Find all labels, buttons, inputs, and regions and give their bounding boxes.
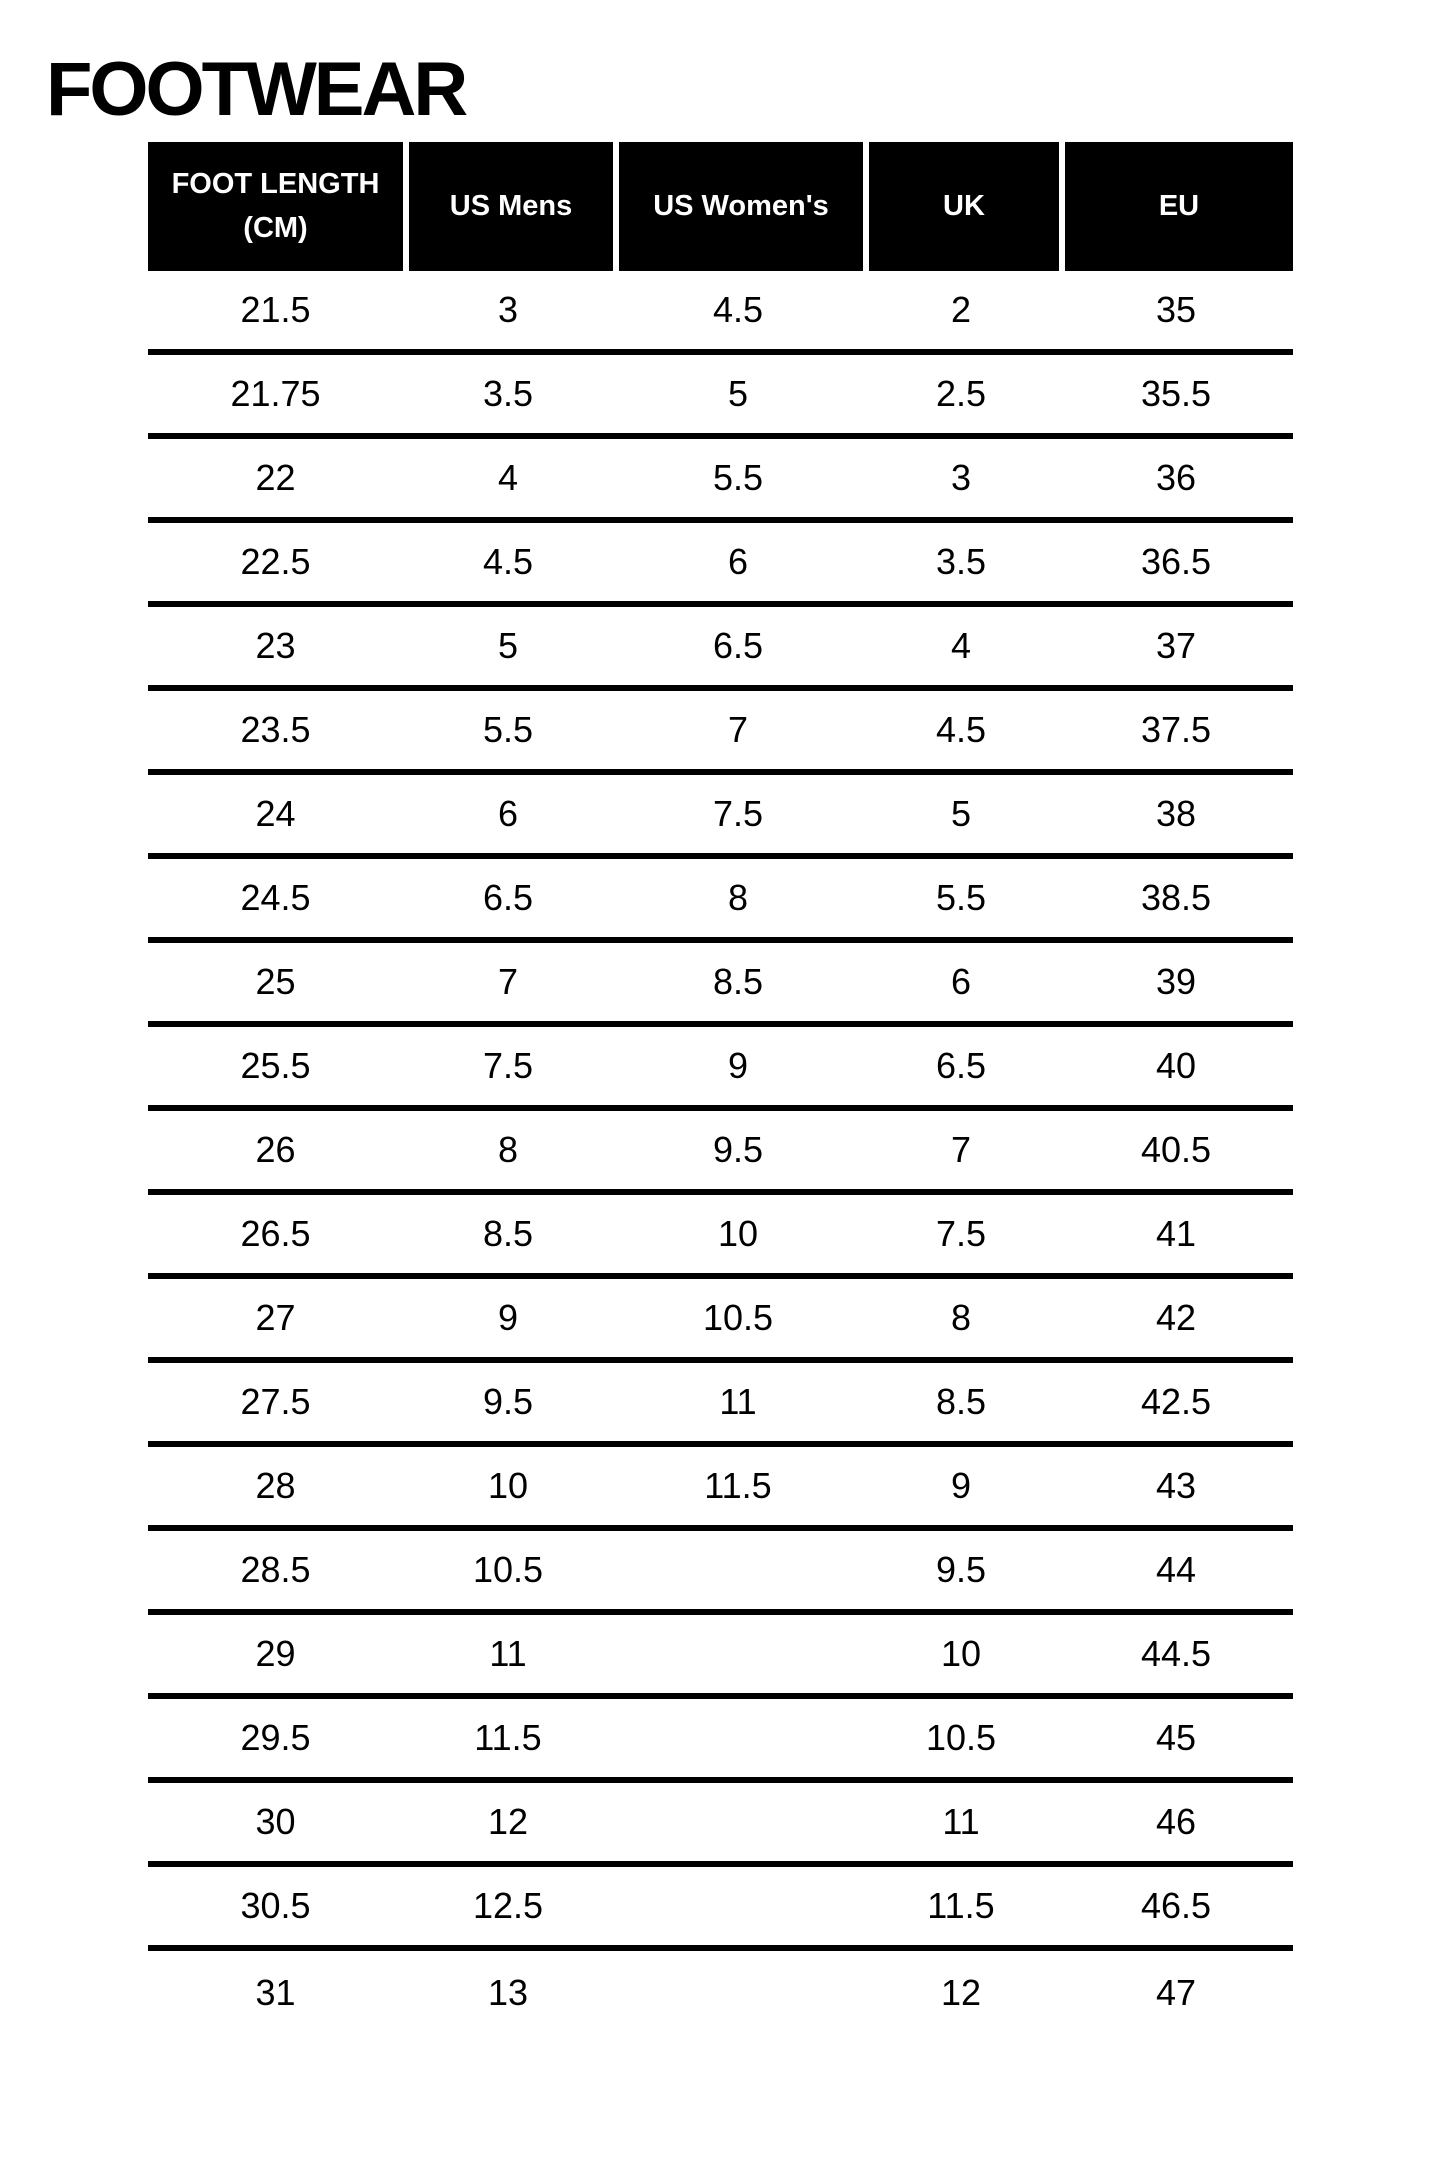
column-header-foot-length-cm: FOOT LENGTH (CM) <box>148 142 403 271</box>
table-cell: 38 <box>1059 775 1293 859</box>
table-cell: 7 <box>863 1111 1059 1195</box>
table-row <box>148 1111 1293 1195</box>
table-cell: 10.5 <box>613 1279 863 1363</box>
table-row <box>148 943 1293 1027</box>
table-cell: 43 <box>1059 1447 1293 1531</box>
table-cell: 8.5 <box>613 943 863 1027</box>
table-row <box>148 607 1293 691</box>
table-cell: 6.5 <box>863 1027 1059 1111</box>
table-cell: 3.5 <box>403 355 613 439</box>
table-cell: 28.5 <box>148 1531 403 1615</box>
table-cell: 23 <box>148 607 403 691</box>
table-cell: 12.5 <box>403 1867 613 1951</box>
table-cell: 7.5 <box>403 1027 613 1111</box>
table-cell: 45 <box>1059 1699 1293 1783</box>
table-cell: 4.5 <box>863 691 1059 775</box>
table-cell: 41 <box>1059 1195 1293 1279</box>
table-row <box>148 1027 1293 1111</box>
table-cell: 26.5 <box>148 1195 403 1279</box>
table-cell: 8.5 <box>403 1195 613 1279</box>
table-cell: 25 <box>148 943 403 1027</box>
table-cell: 27.5 <box>148 1363 403 1447</box>
column-header-uk: UK <box>863 142 1059 271</box>
table-cell: 3 <box>863 439 1059 523</box>
table-cell: 35.5 <box>1059 355 1293 439</box>
table-cell: 8 <box>403 1111 613 1195</box>
table-cell: 5.5 <box>613 439 863 523</box>
table-cell: 37 <box>1059 607 1293 691</box>
table-cell: 10.5 <box>863 1699 1059 1783</box>
table-row <box>148 775 1293 859</box>
table-cell: 22 <box>148 439 403 523</box>
table-cell: 11 <box>403 1615 613 1699</box>
table-cell: 6.5 <box>403 859 613 943</box>
table-body <box>148 271 1293 2035</box>
table-cell: 2.5 <box>863 355 1059 439</box>
table-cell: 8 <box>613 859 863 943</box>
table-cell: 7.5 <box>863 1195 1059 1279</box>
table-cell: 6 <box>613 523 863 607</box>
size-chart-table <box>148 142 1293 2035</box>
table-cell: 30 <box>148 1783 403 1867</box>
table-cell: 6 <box>403 775 613 859</box>
page-title: FOOTWEAR <box>46 47 466 132</box>
table-row <box>148 523 1293 607</box>
table-cell: 9.5 <box>613 1111 863 1195</box>
table-row <box>148 1363 1293 1447</box>
table-cell: 10 <box>613 1195 863 1279</box>
table-cell: 11.5 <box>403 1699 613 1783</box>
table-row <box>148 1531 1293 1615</box>
table-cell: 42 <box>1059 1279 1293 1363</box>
table-row <box>148 1783 1293 1867</box>
table-cell: 11 <box>863 1783 1059 1867</box>
table-cell: 6 <box>863 943 1059 1027</box>
table-row <box>148 1699 1293 1783</box>
table-cell: 40.5 <box>1059 1111 1293 1195</box>
table-cell: 38.5 <box>1059 859 1293 943</box>
table-cell: 24.5 <box>148 859 403 943</box>
table-cell: 22.5 <box>148 523 403 607</box>
table-cell: 9.5 <box>863 1531 1059 1615</box>
table-cell: 4.5 <box>403 523 613 607</box>
table-cell: 39 <box>1059 943 1293 1027</box>
table-cell: 8 <box>863 1279 1059 1363</box>
table-cell: 3.5 <box>863 523 1059 607</box>
table-cell: 5 <box>403 607 613 691</box>
table-cell: 29 <box>148 1615 403 1699</box>
table-row <box>148 1615 1293 1699</box>
table-cell: 4.5 <box>613 271 863 355</box>
table-row <box>148 859 1293 943</box>
table-cell: 12 <box>403 1783 613 1867</box>
table-row <box>148 355 1293 439</box>
table-cell: 30.5 <box>148 1867 403 1951</box>
table-cell: 36 <box>1059 439 1293 523</box>
column-header-us-women-s: US Women's <box>613 142 863 271</box>
table-cell: 9 <box>613 1027 863 1111</box>
table-cell: 2 <box>863 271 1059 355</box>
table-cell: 25.5 <box>148 1027 403 1111</box>
table-cell <box>613 1615 863 1699</box>
table-cell <box>613 1951 863 2035</box>
table-cell <box>613 1531 863 1615</box>
table-cell: 11.5 <box>863 1867 1059 1951</box>
table-cell <box>613 1699 863 1783</box>
table-cell: 5.5 <box>863 859 1059 943</box>
table-cell: 7 <box>613 691 863 775</box>
table-cell: 10.5 <box>403 1531 613 1615</box>
table-cell: 5 <box>613 355 863 439</box>
table-row <box>148 1867 1293 1951</box>
table-cell: 10 <box>403 1447 613 1531</box>
table-cell: 46.5 <box>1059 1867 1293 1951</box>
table-cell: 28 <box>148 1447 403 1531</box>
table-cell: 23.5 <box>148 691 403 775</box>
table-cell: 3 <box>403 271 613 355</box>
table-cell: 37.5 <box>1059 691 1293 775</box>
size-chart-container <box>148 142 1293 2035</box>
table-cell: 29.5 <box>148 1699 403 1783</box>
table-cell: 26 <box>148 1111 403 1195</box>
table-cell: 9.5 <box>403 1363 613 1447</box>
table-cell: 4 <box>863 607 1059 691</box>
table-cell: 12 <box>940 1972 982 2013</box>
table-cell: 21.75 <box>148 355 403 439</box>
table-cell: 35 <box>1059 271 1293 355</box>
table-cell: 24 <box>148 775 403 859</box>
table-cell: 6.5 <box>613 607 863 691</box>
table-row <box>148 1447 1293 1531</box>
table-cell <box>613 1783 863 1867</box>
table-cell: 47 <box>1155 1972 1197 2013</box>
column-header-eu: EU <box>1059 142 1293 271</box>
table-row <box>148 271 1293 355</box>
table-row <box>148 691 1293 775</box>
table-row <box>148 1279 1293 1363</box>
table-cell: 40 <box>1059 1027 1293 1111</box>
table-cell: 11.5 <box>613 1447 863 1531</box>
table-cell: 13 <box>487 1972 529 2013</box>
table-cell: 9 <box>403 1279 613 1363</box>
table-cell: 7.5 <box>613 775 863 859</box>
table-cell: 7 <box>403 943 613 1027</box>
table-row <box>148 1951 1293 2035</box>
table-cell: 44.5 <box>1059 1615 1293 1699</box>
table-cell: 5 <box>863 775 1059 859</box>
table-cell: 44 <box>1059 1531 1293 1615</box>
table-cell: 5.5 <box>403 691 613 775</box>
table-row <box>148 1195 1293 1279</box>
table-cell <box>613 1867 863 1951</box>
table-cell: 10 <box>863 1615 1059 1699</box>
table-header-row <box>148 142 1293 271</box>
table-row <box>148 439 1293 523</box>
column-header-us-mens: US Mens <box>403 142 613 271</box>
table-cell: 27 <box>148 1279 403 1363</box>
table-cell: 11 <box>613 1363 863 1447</box>
table-cell: 36.5 <box>1059 523 1293 607</box>
table-cell: 21.5 <box>148 271 403 355</box>
table-cell: 42.5 <box>1059 1363 1293 1447</box>
table-cell: 9 <box>863 1447 1059 1531</box>
table-cell: 46 <box>1059 1783 1293 1867</box>
table-cell: 4 <box>403 439 613 523</box>
table-cell: 8.5 <box>863 1363 1059 1447</box>
table-cell: 31 <box>255 1972 296 2013</box>
